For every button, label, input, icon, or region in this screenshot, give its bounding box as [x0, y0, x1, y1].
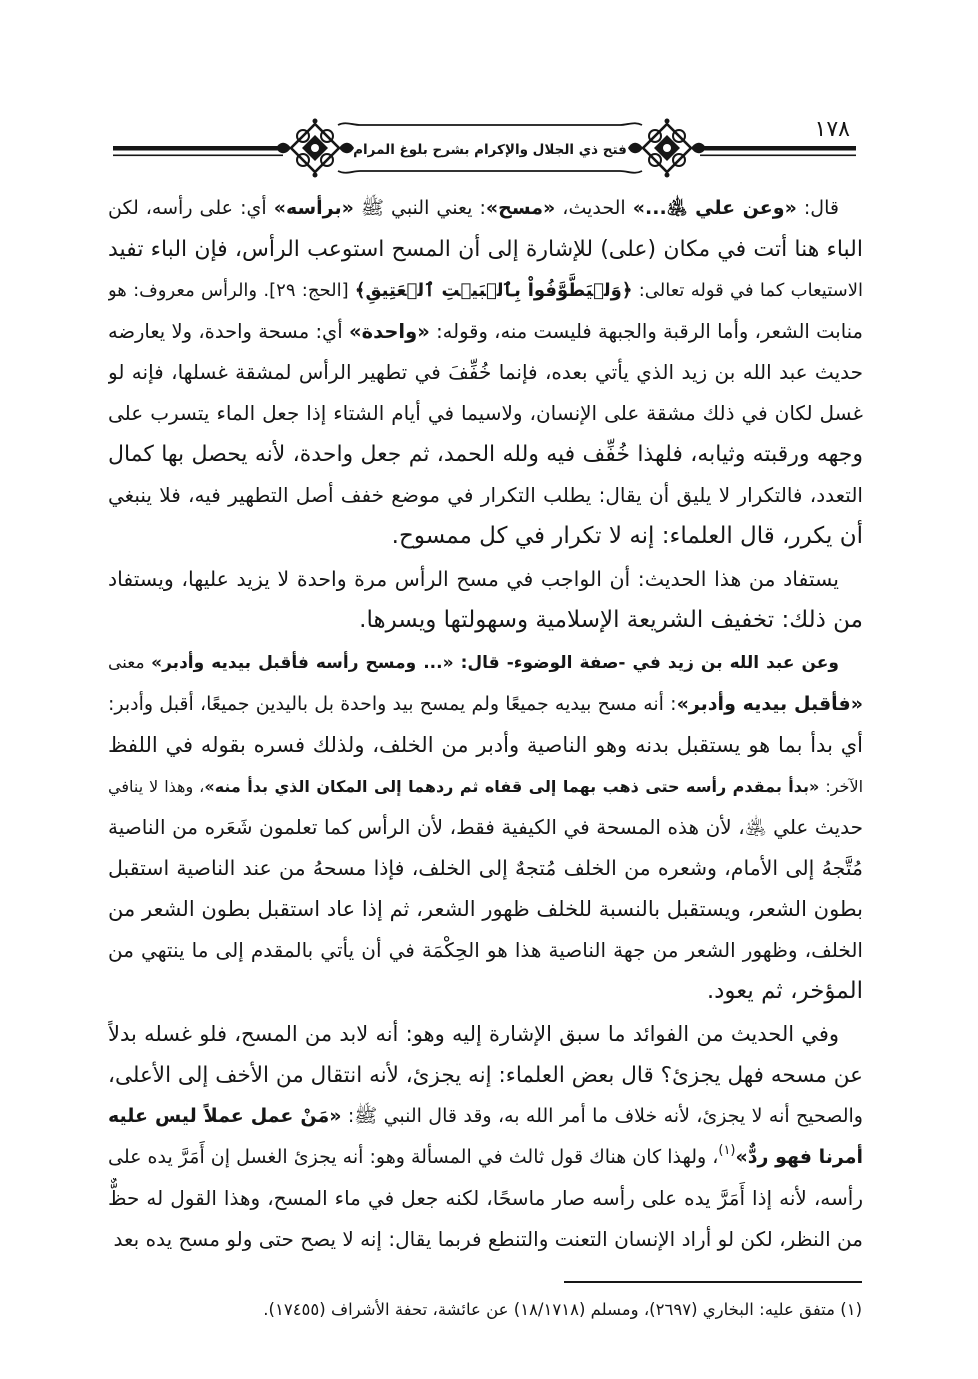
text-line — [108, 229, 863, 270]
bold-text-run: «مَنْ عمل عملاً ليس عليه — [108, 1105, 342, 1127]
text-run: أي بدأ بما هو يستقبل بدنه وهو الناصية وأدبر من الخلف، ولذلك فسره بقوله في اللفظ — [108, 733, 863, 757]
text-run: ، وهذا لا ينافي — [108, 777, 205, 796]
text-run: الخلف، وظهور الشعر من جهة الناصية هذا هو الحِكْمَة في أن يأتي بالمقدم إلى ما ينتهي من — [108, 938, 863, 962]
text-run: يستفاد من هذا الحديث: أن الواجب في مسح الرأس مرة واحدة لا يزيد عليها، ويستفاد — [108, 567, 839, 591]
text-run: أي: مسحة واحدة، ولا يعارضه — [108, 320, 349, 343]
text-line — [108, 766, 863, 807]
text-line — [108, 889, 863, 930]
text-line — [108, 1014, 863, 1055]
text-line — [108, 1219, 863, 1260]
text-run: الباء هنا أتت في مكان (على) للإشارة إلى أن المسح استوعب الرأس، فإن الباء تفيد — [108, 237, 863, 262]
text-run: عن مسحه فهل يجزئ؟ قال بعض العلماء: إنه يجزئ، لأنه انتقال من الأخف إلى الأعلى، — [108, 1063, 863, 1088]
text-run: قال: — [796, 197, 839, 219]
bold-text-run: أمرنا فهو ردٌّ» — [735, 1146, 863, 1168]
text-line — [108, 1178, 863, 1219]
text-line — [108, 930, 863, 971]
text-run: حديث علي ﵁، لأن هذه المسحة في الكيفية فقط، لأن الرأس كما تعلمون شَعَره من الناصية — [108, 815, 863, 839]
text-run: من ذلك: تخفيف الشريعة الإسلامية وسهولتها ويسرها. — [359, 607, 863, 633]
text-run: وجهه ورقبته وثيابه، فلهذا خُفِّف فيه ولله الحمد، ثم جعل واحدة، لأنه يحصل بها كمال — [108, 442, 863, 467]
text-line — [108, 684, 863, 725]
text-run: منابت الشعر، وأما الرقبة والجبهة فليست منه، وقوله: — [429, 320, 863, 343]
text-line — [108, 393, 863, 434]
text-run: وفي الحديث من الفوائد ما سبق الإشارة إليه وهو: أنه لابد من المسح، فلو غسله بدلاً — [108, 1022, 839, 1046]
header-rule-right — [700, 146, 856, 156]
text-line — [108, 643, 863, 684]
text-run: [الحج: ٢٩]. والرأس معروف: هو — [108, 280, 355, 301]
body-text — [108, 188, 863, 1262]
text-run: معنى — [108, 653, 152, 673]
text-run: المؤخر، ثم يعود. — [706, 978, 863, 1004]
text-run: من النظر، لكن لو أراد الإنسان التعنت والتنطع فربما يقال: إنه لا يصح حتى ولو مسح يده بعد — [113, 1227, 863, 1251]
text-line — [108, 270, 863, 311]
text-line — [108, 475, 863, 516]
bold-text-run: ﴿وَلۡيَطَّوَّفُواْ بِٱلۡبَيۡتِ ٱلۡعَتِيقِ﴾ — [354, 280, 633, 301]
text-run: الحديث، — [555, 197, 633, 219]
text-run: أن يكرر، قال العلماء: إنه لا تكرار في كل ممسوح. — [391, 523, 863, 549]
page-number: ١٧٨ — [814, 117, 850, 142]
text-run: ، ولهذا كان هناك قول ثالث في المسألة وهو: أنه يجزئ الغسل إن أَمَرَّ يده على — [108, 1146, 719, 1168]
text-line — [108, 600, 863, 641]
text-run: : يعني النبي ﷺ — [353, 197, 486, 219]
text-run: رأسه، لأنه إذا أَمَرَّ يده على رأسه صار ماسحًا، لكنه جعل في ماء المسح، وهذا القول له حظٌّ — [108, 1186, 863, 1210]
text-run: الاستيعاب كما في قوله تعالى: — [632, 280, 863, 301]
text-run: أي: على رأسه، لكن — [108, 197, 274, 219]
text-run: بطون الشعر، ويستقبل بالنسبة للخلف ظهور الشعر، ثم إذا عاد استقبل بطون الشعر من — [108, 897, 863, 921]
bold-text-run: «وعن علي ﵁...» — [632, 197, 797, 219]
text-run: غسل لكان في ذلك مشقة على الإنسان، ولاسيما في أيام الشتاء إذا جعل الماء يتسرب على — [108, 401, 863, 425]
text-line — [108, 807, 863, 848]
header-ornament-right — [628, 119, 706, 178]
bold-text-run: «فأقبل بيديه وأدبر» — [676, 693, 863, 715]
text-line — [108, 352, 863, 393]
text-line — [108, 725, 863, 766]
bold-text-run: «بدأ بمقدم رأسه حتى ذهب بهما إلى قفاه ثم ردهما إلى المكان الذي بدأ منه» — [204, 777, 820, 796]
header-rule-left — [113, 146, 283, 156]
bold-text-run: «برأسه» — [273, 197, 354, 219]
text-run: التعدد، فالتكرار لا يليق أن يقال: يطلب التكرار في موضع خفف أصل التطهير فيه، فلا ينبغي — [108, 483, 863, 507]
text-line — [108, 559, 863, 600]
text-line — [108, 434, 863, 475]
bold-text-run: «واحدة» — [348, 320, 430, 343]
footnote-separator — [564, 1281, 862, 1283]
bold-text-run: «مسح» — [485, 197, 556, 219]
text-line — [108, 311, 863, 352]
footnote-marker: (١) — [718, 1143, 736, 1158]
text-run: : أنه مسح بيديه جميعًا ولم يمسح بيد واحدة بل باليدين جميعًا، أقبل وأدبر: — [108, 693, 677, 715]
text-run: الآخر: — [819, 777, 863, 796]
paragraph — [108, 1014, 863, 1260]
running-title: فتح ذي الجلال والإكرام بشرح بلوغ المرام — [353, 142, 627, 158]
bold-text-run: وعن عبد الله بن زيد في -صفة الوضوء- قال: «... ومسح رأسه فأقبل بيديه وأدبر» — [151, 653, 839, 673]
text-line — [108, 971, 863, 1012]
text-run: مُتَّجهُ إلى الأمام، وشعره من الخلف مُتجهٌ إلى الخلف، فإذا مسحهُ من عند الناصية استقبل — [108, 856, 863, 880]
text-line — [108, 1137, 863, 1178]
paragraph — [108, 559, 863, 641]
paragraph — [108, 188, 863, 557]
paragraph — [108, 643, 863, 1012]
text-line — [108, 1096, 863, 1137]
header-ornament-left — [276, 119, 354, 178]
footnote: (١) متفق عليه: البخاري (٢٦٩٧)، ومسلم (١٨/١٧١٨) عن عائشة، تحفة الأشراف (١٧٤٥٥). — [263, 1300, 862, 1319]
text-line — [108, 516, 863, 557]
text-run: والصحيح أنه لا يجزئ، لأنه خلاف ما أمر الله به، وقد قال النبي ﷺ: — [341, 1105, 863, 1127]
text-line — [108, 188, 863, 229]
text-run: حديث عبد الله بن زيد الذي يأتي بعده، فإنما خُفِّفَ في تطهير الرأس لمشقة غسلها، فإنه لو — [108, 360, 863, 384]
text-line — [108, 848, 863, 889]
text-line — [108, 1055, 863, 1096]
